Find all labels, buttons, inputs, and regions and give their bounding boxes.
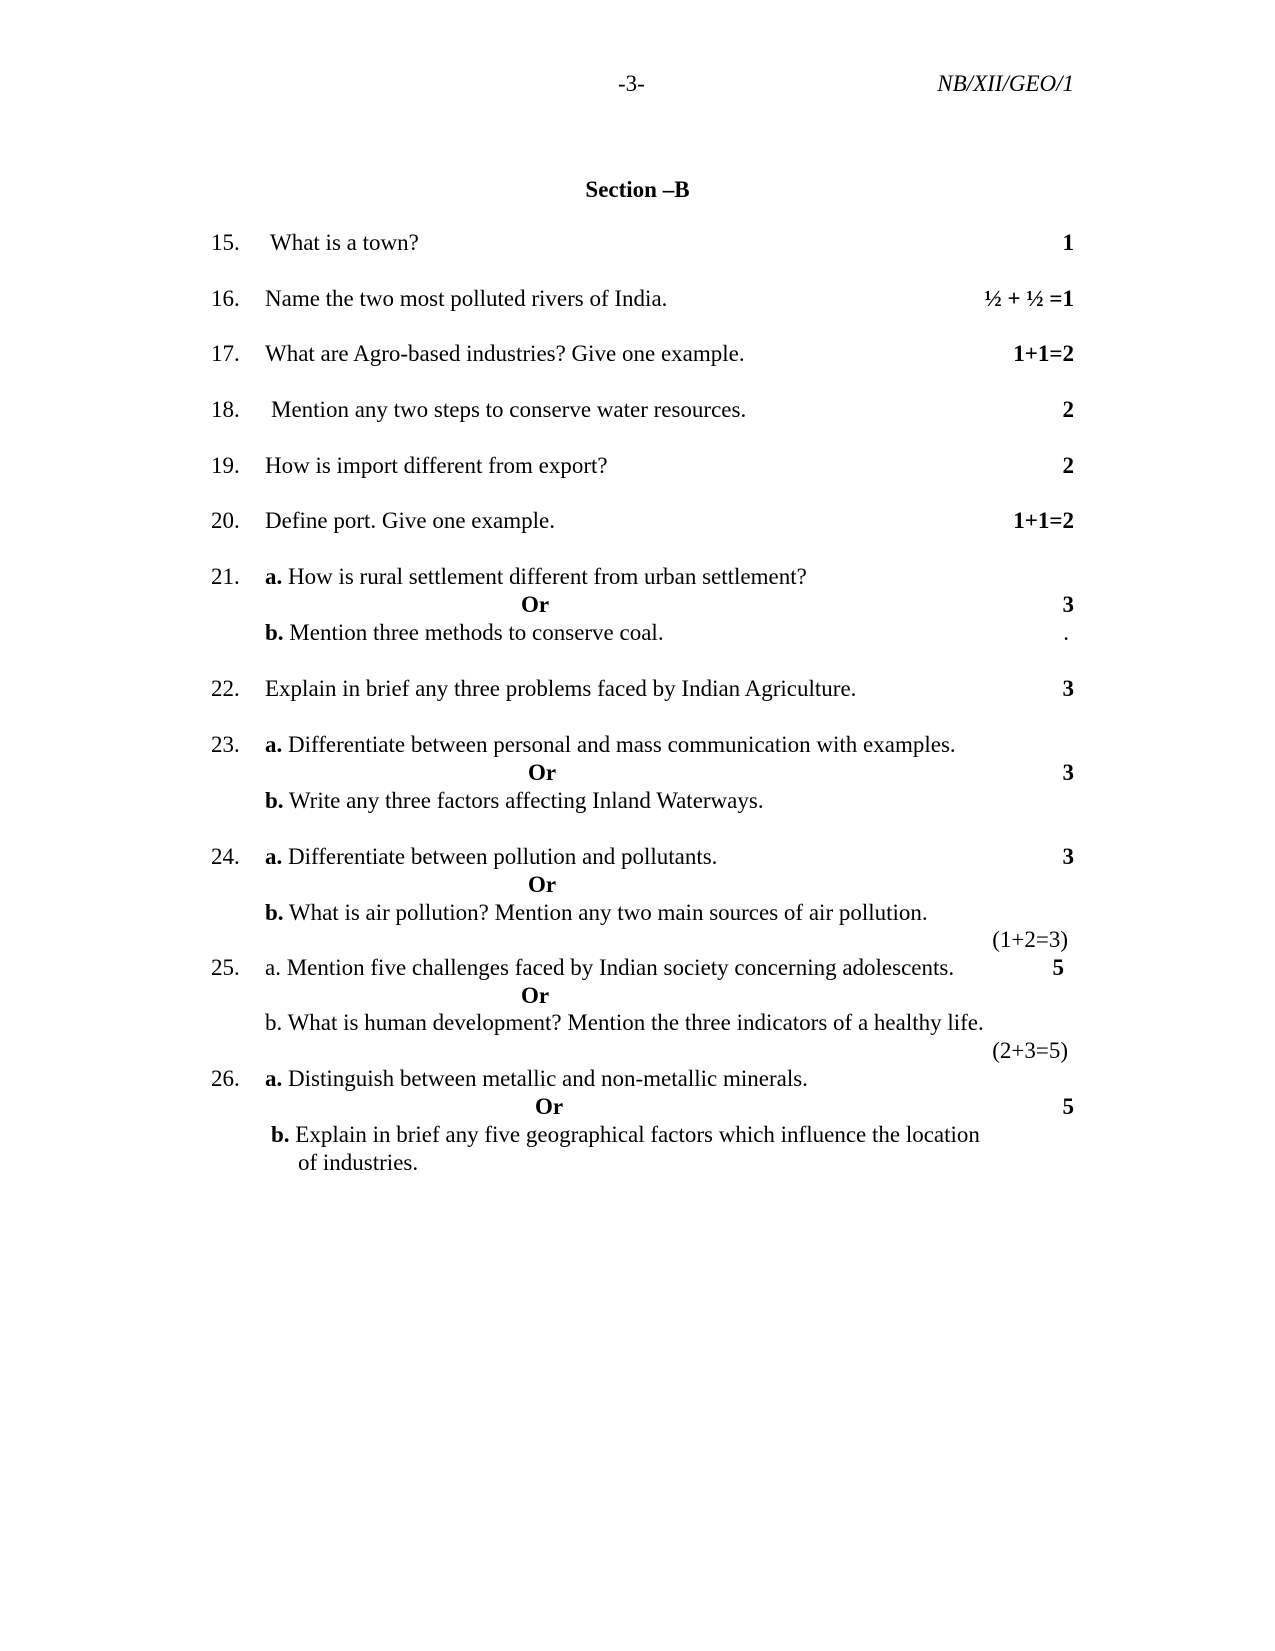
option-b-text: b. What is human development? Mention the three indicators of a healthy life. xyxy=(265,1010,984,1035)
question-marks: 3 xyxy=(1062,592,1074,617)
option-a xyxy=(265,731,956,759)
question-number: 20. xyxy=(211,508,240,533)
question-number: 25. xyxy=(211,955,240,980)
question-text: What is a town? xyxy=(270,230,419,255)
question-marks: 3 xyxy=(1062,844,1074,869)
question-number: 18. xyxy=(211,397,240,422)
or-label: Or xyxy=(528,760,557,785)
question-text: What are Agro-based industries? Give one example. xyxy=(265,341,745,366)
option-a-prefix: a. xyxy=(265,1066,283,1091)
question-text: Explain in brief any three problems faced by Indian Agriculture. xyxy=(265,676,857,701)
or-label: Or xyxy=(535,1094,564,1119)
question-marks: 1+1=2 xyxy=(1013,508,1074,533)
question-marks: 5 xyxy=(1052,955,1064,980)
trailing-dot: . xyxy=(1063,620,1069,645)
question-text: Define port. Give one example. xyxy=(265,508,555,533)
option-a xyxy=(265,1065,808,1093)
question-number: 24. xyxy=(211,844,240,869)
option-b-continuation: of industries. xyxy=(298,1150,419,1175)
question-text: Mention any two steps to conserve water resources. xyxy=(271,397,747,422)
option-a xyxy=(265,563,807,591)
option-b-prefix: b. xyxy=(265,788,284,813)
option-b xyxy=(265,787,764,815)
option-b-prefix: b. xyxy=(271,1122,290,1147)
question-marks: ½ + ½ =1 xyxy=(984,286,1074,311)
option-b xyxy=(265,619,664,647)
question-text: Name the two most polluted rivers of India. xyxy=(265,286,668,311)
option-a-text: How is rural settlement different from urban settlement? xyxy=(288,564,807,589)
question-marks: 5 xyxy=(1062,1094,1074,1119)
option-a-prefix: a. xyxy=(265,564,283,589)
option-a-text: a. Mention five challenges faced by Indian society concerning adolescents. xyxy=(265,955,955,980)
question-number: 21. xyxy=(211,564,240,589)
option-b-prefix: b. xyxy=(265,900,284,925)
question-marks: 2 xyxy=(1062,397,1074,422)
option-b xyxy=(271,1121,980,1149)
question-marks: 1 xyxy=(1062,230,1074,255)
option-a xyxy=(265,843,717,871)
question-number: 16. xyxy=(211,286,240,311)
question-marks: 3 xyxy=(1062,760,1074,785)
option-b xyxy=(265,899,928,927)
question-number: 15. xyxy=(211,230,240,255)
question-number: 23. xyxy=(211,732,240,757)
question-text: How is import different from export? xyxy=(265,453,608,478)
or-label: Or xyxy=(521,592,550,617)
paper-code: NB/XII/GEO/1 xyxy=(937,71,1074,96)
or-label: Or xyxy=(521,983,550,1008)
option-a-text: Distinguish between metallic and non-metallic minerals. xyxy=(288,1066,808,1091)
option-a-text: Differentiate between pollution and pollutants. xyxy=(288,844,718,869)
or-label: Or xyxy=(528,872,557,897)
option-b-text: What is air pollution? Mention any two main sources of air pollution. xyxy=(288,900,928,925)
option-b-text: Write any three factors affecting Inland Waterways. xyxy=(288,788,764,813)
option-a-prefix: a. xyxy=(265,732,283,757)
question-marks: 3 xyxy=(1062,676,1074,701)
question-number: 19. xyxy=(211,453,240,478)
section-title: Section –B xyxy=(585,177,690,202)
question-marks: 1+1=2 xyxy=(1013,341,1074,366)
option-b-prefix: b. xyxy=(265,620,284,645)
question-number: 22. xyxy=(211,676,240,701)
marks-split: (1+2=3) xyxy=(992,927,1068,952)
option-a-text: Differentiate between personal and mass communication with examples. xyxy=(288,732,956,757)
option-b-text: Mention three methods to conserve coal. xyxy=(289,620,664,645)
option-b-text: Explain in brief any five geographical factors which influence the location xyxy=(295,1122,980,1147)
marks-split: (2+3=5) xyxy=(992,1038,1068,1063)
page-number: -3- xyxy=(618,71,645,96)
question-number: 17. xyxy=(211,341,240,366)
question-number: 26. xyxy=(211,1066,240,1091)
question-marks: 2 xyxy=(1062,453,1074,478)
option-a-prefix: a. xyxy=(265,844,283,869)
